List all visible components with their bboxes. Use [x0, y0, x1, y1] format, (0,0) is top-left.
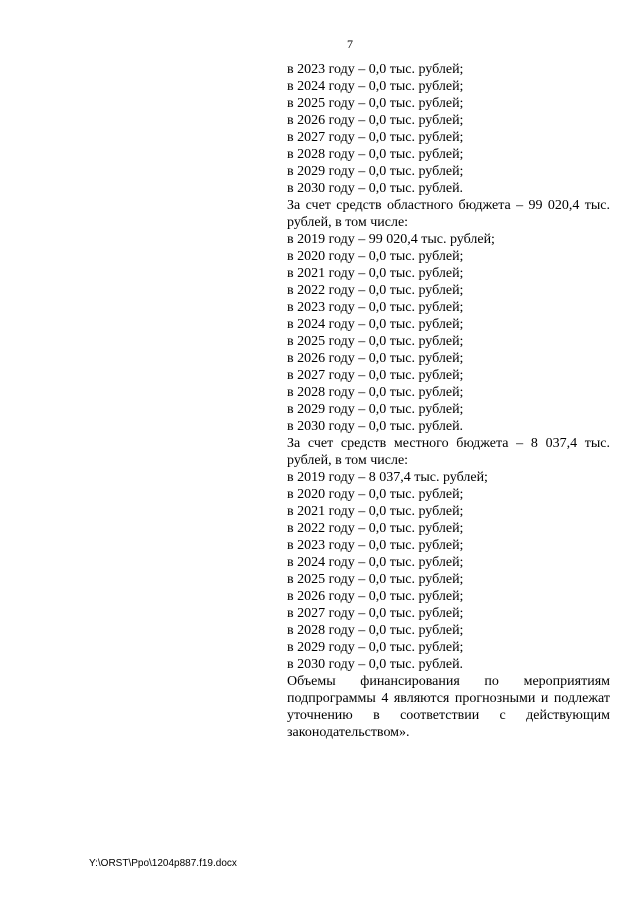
list-item: в 2030 году – 0,0 тыс. рублей. — [287, 181, 464, 196]
list-item: в 2030 году – 0,0 тыс. рублей. — [287, 657, 464, 672]
list-item: в 2030 году – 0,0 тыс. рублей. — [287, 419, 464, 434]
list-item: в 2025 году – 0,0 тыс. рублей; — [287, 334, 464, 349]
list-item: в 2025 году – 0,0 тыс. рублей; — [287, 96, 464, 111]
document-body — [287, 61, 610, 741]
list-item: в 2029 году – 0,0 тыс. рублей; — [287, 164, 464, 179]
list-item: в 2020 году – 0,0 тыс. рублей; — [287, 249, 464, 264]
list-item: в 2028 году – 0,0 тыс. рублей; — [287, 385, 464, 400]
footer-file-path: Y:\ORST\Ppo\1204p887.f19.docx — [89, 858, 237, 869]
list-item: в 2024 году – 0,0 тыс. рублей; — [287, 555, 464, 570]
funding-list-local — [287, 469, 610, 673]
list-item: в 2029 году – 0,0 тыс. рублей; — [287, 402, 464, 417]
list-item: в 2027 году – 0,0 тыс. рублей; — [287, 130, 464, 145]
list-item: в 2027 году – 0,0 тыс. рублей; — [287, 606, 464, 621]
list-item: в 2019 году – 8 037,4 тыс. рублей; — [287, 470, 488, 485]
list-item: в 2027 году – 0,0 тыс. рублей; — [287, 368, 464, 383]
list-item: в 2026 году – 0,0 тыс. рублей; — [287, 351, 464, 366]
list-item: в 2024 году – 0,0 тыс. рублей; — [287, 317, 464, 332]
list-item: в 2020 году – 0,0 тыс. рублей; — [287, 487, 464, 502]
list-item: в 2022 году – 0,0 тыс. рублей; — [287, 521, 464, 536]
list-item: в 2021 году – 0,0 тыс. рублей; — [287, 504, 464, 519]
list-item: в 2021 году – 0,0 тыс. рублей; — [287, 266, 464, 281]
list-item: в 2026 году – 0,0 тыс. рублей; — [287, 113, 464, 128]
funding-list-total — [287, 61, 610, 197]
list-item: в 2023 году – 0,0 тыс. рублей; — [287, 300, 464, 315]
page-number: 7 — [347, 37, 353, 51]
local-budget-heading: За счет средств местного бюджета – 8 037,4 тыс. рублей, в том числе: — [287, 436, 610, 468]
list-item: в 2028 году – 0,0 тыс. рублей; — [287, 147, 464, 162]
list-item: в 2022 году – 0,0 тыс. рублей; — [287, 283, 464, 298]
list-item: в 2026 году – 0,0 тыс. рублей; — [287, 589, 464, 604]
list-item: в 2025 году – 0,0 тыс. рублей; — [287, 572, 464, 587]
funding-list-regional — [287, 231, 610, 435]
list-item: в 2023 году – 0,0 тыс. рублей; — [287, 62, 464, 77]
list-item: в 2029 году – 0,0 тыс. рублей; — [287, 640, 464, 655]
closing-paragraph: Объемы финансирования по мероприятиям подпрограммы 4 являются прогнозными и подлежат уточнению в соответствии с действующим законодательством». — [287, 674, 610, 740]
regional-budget-heading: За счет средств областного бюджета – 99 020,4 тыс. рублей, в том числе: — [287, 198, 610, 230]
list-item: в 2024 году – 0,0 тыс. рублей; — [287, 79, 464, 94]
list-item: в 2023 году – 0,0 тыс. рублей; — [287, 538, 464, 553]
list-item: в 2019 году – 99 020,4 тыс. рублей; — [287, 232, 495, 247]
list-item: в 2028 году – 0,0 тыс. рублей; — [287, 623, 464, 638]
